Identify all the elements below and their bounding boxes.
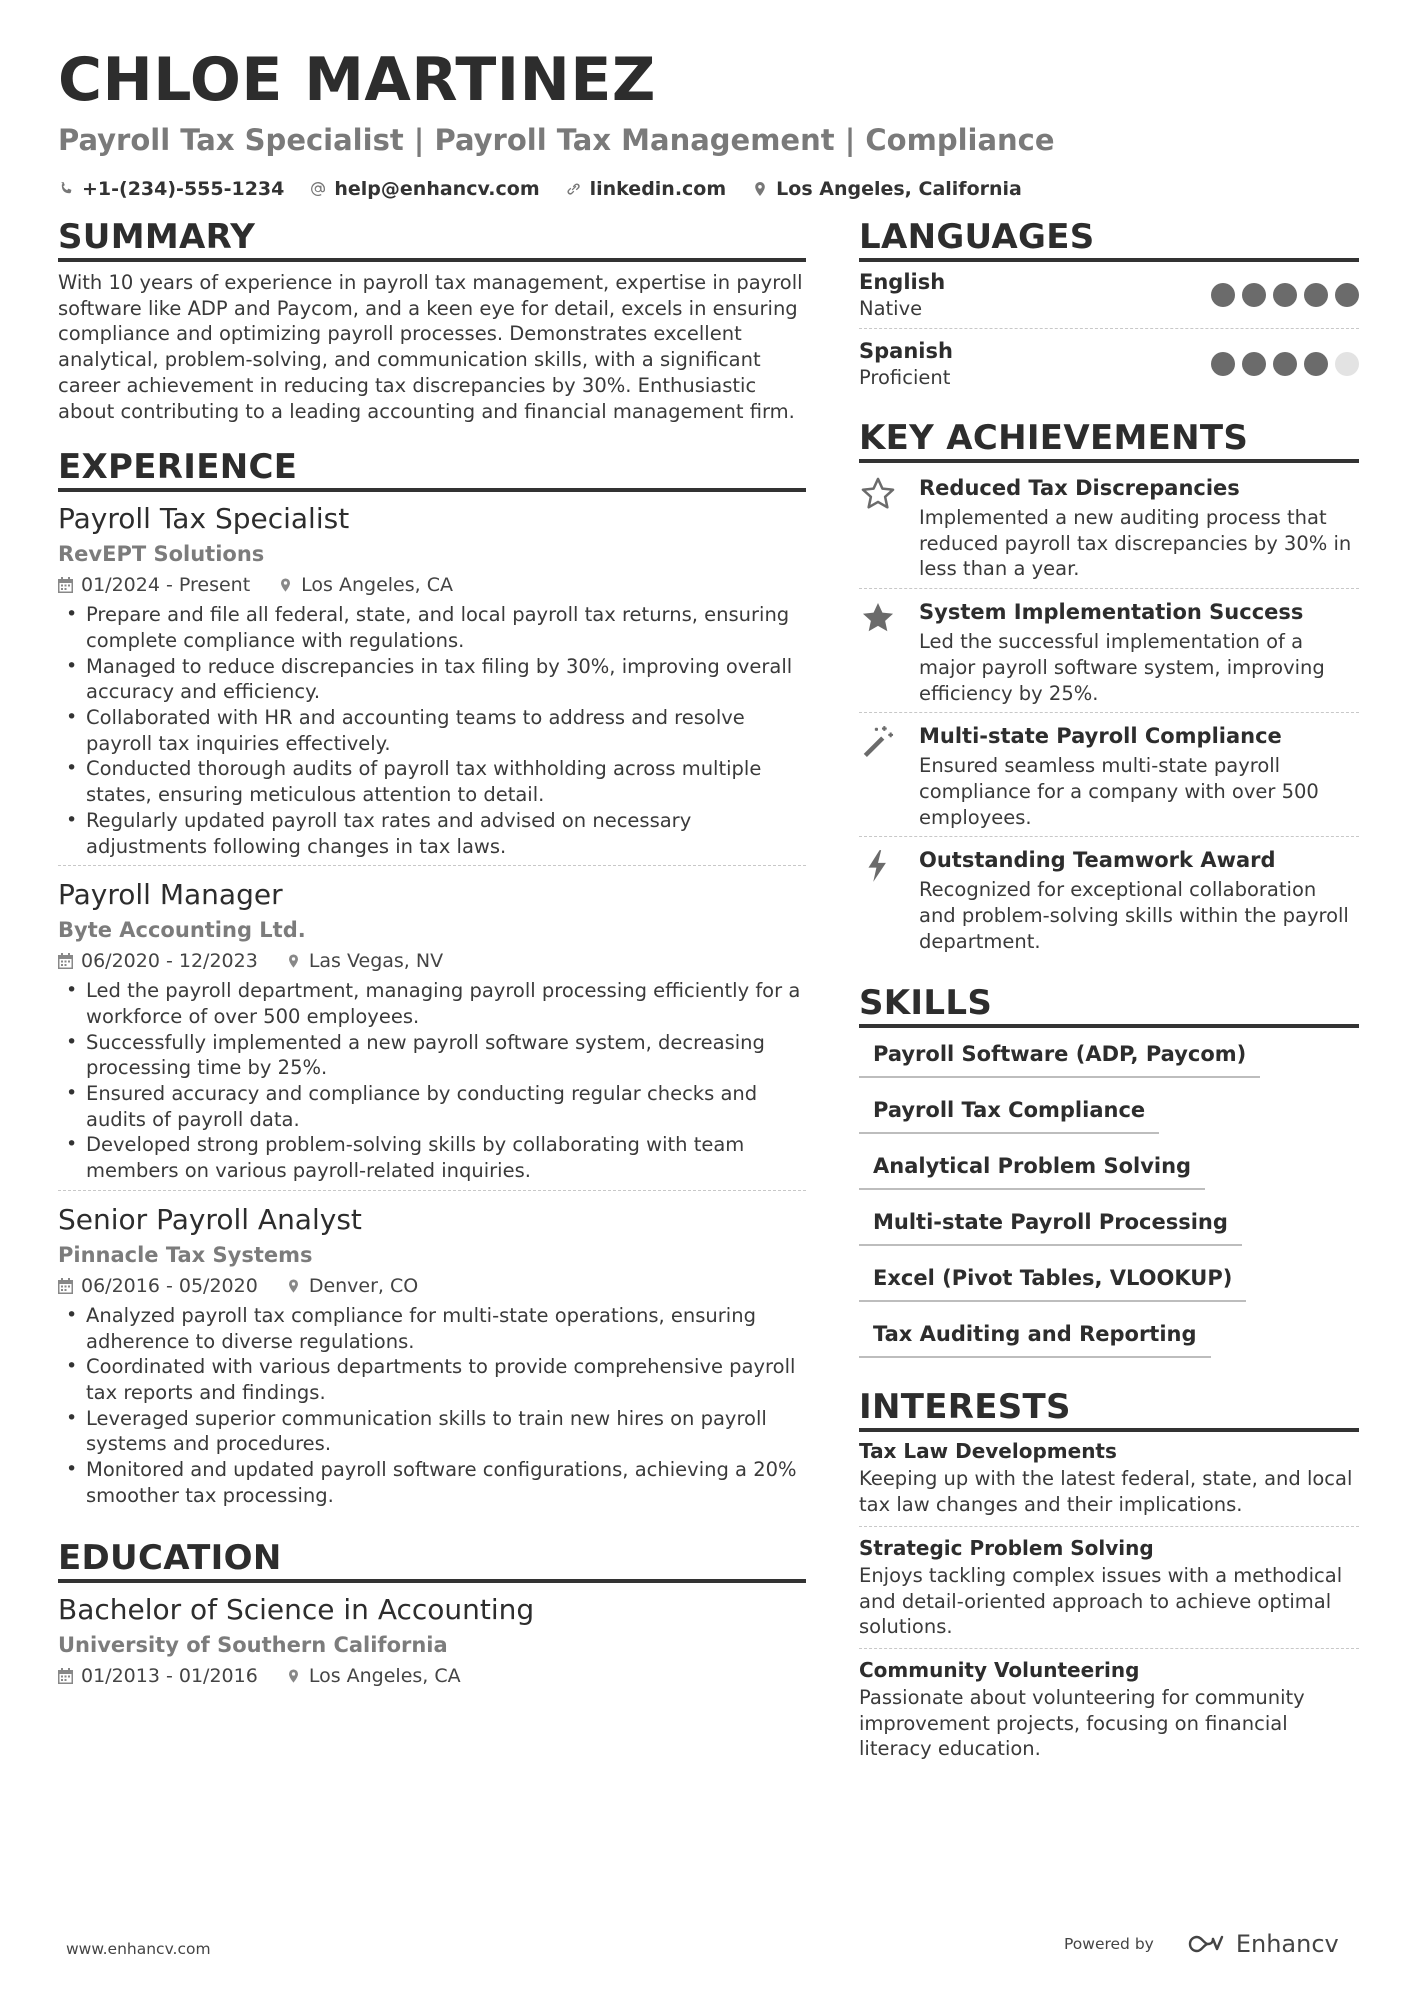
interest-desc: Passionate about volunteering for community improvement projects, focusing on financial literacy education. — [859, 1685, 1305, 1761]
achievement-item — [859, 588, 1359, 712]
achievement-desc: Implemented a new auditing process that reduced payroll tax discrepancies by 30% in less than a year. — [919, 506, 1352, 581]
summary-text: With 10 years of experience in payroll tax management, expertise in payroll software like ADP and Paycom, and a keen eye for detail, excels in ensuring compliance and optimizing payroll processes. Demonstrates excellent analytical, problem-solving, and communication skills, with a significant career achievement in reducing tax discrepancies by 30%. Enthusiastic about contributing to a leading accounting and financial management firm. — [58, 271, 803, 423]
skill-tag: Tax Auditing and Reporting — [859, 1316, 1211, 1358]
education-heading: EDUCATION — [58, 1537, 806, 1583]
lightning-icon — [859, 847, 897, 885]
bullet-item: • Managed to reduce discrepancies in tax filing by 30%, improving overall accuracy and efficiency. — [58, 654, 806, 705]
education-section — [58, 1537, 806, 1691]
calendar-icon — [58, 1278, 73, 1294]
achievement-title: Outstanding Teamwork Award — [919, 848, 1276, 873]
language-rating — [1211, 283, 1359, 307]
job-entry — [58, 502, 806, 865]
rating-dot-filled — [1211, 283, 1235, 307]
experience-heading: EXPERIENCE — [58, 446, 806, 492]
linkedin-text: linkedin.com — [589, 178, 727, 200]
rating-dot-filled — [1242, 352, 1266, 376]
skills-list — [859, 1036, 1359, 1372]
job-meta — [58, 946, 806, 976]
contact-location — [752, 174, 1022, 204]
job-title: Payroll Manager — [58, 878, 283, 912]
achievements-section — [859, 417, 1359, 960]
job-meta — [58, 570, 806, 600]
headline: Payroll Tax Specialist | Payroll Tax Management | Compliance — [58, 123, 1055, 157]
skills-heading: SKILLS — [859, 982, 1359, 1028]
calendar-icon — [58, 1668, 73, 1684]
bullet-item: • Coordinated with various departments to provide comprehensive payroll tax reports and findings. — [58, 1354, 806, 1405]
skill-tag: Excel (Pivot Tables, VLOOKUP) — [859, 1260, 1246, 1302]
bullet-item: • Prepare and file all federal, state, and local payroll tax returns, ensuring complete compliance with regulations. — [58, 602, 806, 653]
job-bullets — [58, 602, 806, 859]
achievement-item — [859, 836, 1359, 960]
education-location: Los Angeles, CA — [308, 1664, 461, 1687]
location-pin-icon — [286, 953, 301, 969]
job-meta — [58, 1271, 806, 1301]
rating-dot-empty — [1335, 352, 1359, 376]
bullet-item: • Monitored and updated payroll software configurations, achieving a 20% smoother tax processing. — [58, 1457, 806, 1508]
achievement-title: Multi-state Payroll Compliance — [919, 724, 1282, 749]
rating-dot-filled — [1304, 283, 1328, 307]
rating-dot-filled — [1304, 352, 1328, 376]
interest-item — [859, 1436, 1359, 1525]
job-dates: 06/2020 - 12/2023 — [81, 950, 258, 973]
language-level: Proficient — [859, 366, 951, 389]
summary-section — [58, 216, 806, 424]
job-dates: 01/2024 - Present — [81, 574, 251, 597]
job-location: Las Vegas, NV — [308, 950, 444, 973]
skill-tag: Analytical Problem Solving — [859, 1148, 1205, 1190]
bullet-item: • Leveraged superior communication skills to train new hires on payroll systems and procedures. — [58, 1406, 806, 1457]
rating-dot-filled — [1211, 352, 1235, 376]
achievement-desc: Recognized for exceptional collaboration and problem-solving skills within the payroll department. — [919, 878, 1349, 953]
bullet-item: • Ensured accuracy and compliance by conducting regular checks and audits of payroll data. — [58, 1081, 806, 1132]
email-text: help@enhancv.com — [334, 178, 540, 200]
skill-tag: Payroll Software (ADP, Paycom) — [859, 1036, 1260, 1078]
achievement-title: Reduced Tax Discrepancies — [919, 476, 1240, 500]
education-meta — [58, 1661, 806, 1691]
job-bullets — [58, 978, 806, 1184]
company-name: RevEPT Solutions — [58, 542, 265, 567]
achievement-desc: Led the successful implementation of a major payroll software system, improving efficiency by 25%. — [919, 630, 1325, 705]
interest-title: Community Volunteering — [859, 1657, 1140, 1682]
languages-section — [859, 216, 1359, 397]
location-pin-icon — [278, 577, 293, 593]
language-row — [859, 328, 1359, 397]
job-title: Senior Payroll Analyst — [58, 1202, 362, 1236]
job-bullets — [58, 1303, 806, 1509]
interest-item — [859, 1526, 1359, 1648]
contact-email[interactable] — [310, 174, 539, 204]
bullet-item: • Collaborated with HR and accounting teams to address and resolve payroll tax inquiries effectively. — [58, 705, 806, 756]
contact-linkedin[interactable] — [566, 174, 727, 204]
job-dates: 06/2016 - 05/2020 — [81, 1274, 258, 1297]
job-location: Denver, CO — [308, 1274, 419, 1297]
achievement-title: System Implementation Success — [919, 600, 1304, 625]
brand-name: Enhancv — [1235, 1930, 1339, 1958]
rating-dot-filled — [1273, 283, 1297, 307]
interest-desc: Enjoys tackling complex issues with a methodical and detail-oriented approach to achieve optimal solutions. — [859, 1563, 1343, 1639]
achievement-item — [859, 712, 1359, 836]
achievement-desc: Ensured seamless multi-state payroll compliance for a company with over 500 employees. — [919, 754, 1319, 829]
language-name: Spanish — [859, 339, 953, 363]
calendar-icon — [58, 577, 73, 593]
location-pin-icon — [286, 1278, 301, 1294]
education-dates: 01/2013 - 01/2016 — [81, 1664, 258, 1687]
job-title: Payroll Tax Specialist — [58, 502, 350, 536]
achievements-heading: KEY ACHIEVEMENTS — [859, 417, 1359, 463]
bullet-item: • Analyzed payroll tax compliance for multi-state operations, ensuring adherence to diverse regulations. — [58, 1303, 806, 1354]
footer-branding — [1064, 1930, 1339, 1958]
language-row — [859, 268, 1359, 328]
company-name: Pinnacle Tax Systems — [58, 1242, 313, 1267]
interest-title: Strategic Problem Solving — [859, 1535, 1154, 1560]
contact-bar — [58, 174, 1358, 204]
language-name: English — [859, 270, 946, 294]
job-entry — [58, 865, 806, 1190]
job-location: Los Angeles, CA — [301, 574, 453, 597]
phone-icon — [58, 181, 74, 197]
languages-heading: LANGUAGES — [859, 216, 1359, 262]
experience-section — [58, 446, 806, 1514]
resume-header — [58, 40, 1358, 204]
bullet-item: • Developed strong problem-solving skills by collaborating with team members on various payroll-related inquiries. — [58, 1132, 806, 1183]
job-entry — [58, 1190, 806, 1515]
interests-heading: INTERESTS — [859, 1386, 1359, 1432]
contact-phone[interactable] — [58, 174, 284, 204]
calendar-icon — [58, 953, 73, 969]
link-icon — [566, 181, 582, 197]
skills-section — [859, 982, 1359, 1372]
language-level: Native — [859, 297, 923, 320]
summary-heading: SUMMARY — [58, 216, 806, 262]
degree-title: Bachelor of Science in Accounting — [58, 1592, 535, 1626]
location-pin-icon — [286, 1668, 301, 1684]
interest-desc: Keeping up with the latest federal, state, and local tax law changes and their implications. — [859, 1467, 1353, 1517]
company-name: Byte Accounting Ltd. — [58, 918, 306, 943]
school-name: University of Southern California — [58, 1632, 448, 1657]
star-filled-icon — [859, 599, 897, 637]
candidate-name: CHLOE MARTINEZ — [58, 45, 656, 115]
powered-by-label: Powered by — [1064, 1935, 1154, 1953]
brand-logo[interactable] — [1180, 1930, 1339, 1958]
skill-tag: Multi-state Payroll Processing — [859, 1204, 1242, 1246]
rating-dot-filled — [1273, 352, 1297, 376]
language-rating — [1211, 352, 1359, 376]
bullet-item: • Regularly updated payroll tax rates and advised on necessary adjustments following changes in tax laws. — [58, 808, 806, 859]
magic-wand-icon — [859, 723, 897, 761]
skill-tag: Payroll Tax Compliance — [859, 1092, 1159, 1134]
enhancv-logo-icon — [1180, 1932, 1228, 1956]
interest-item — [859, 1648, 1359, 1770]
bullet-item: • Conducted thorough audits of payroll tax withholding across multiple states, ensuring meticulous attention to detail. — [58, 756, 806, 807]
footer-website[interactable]: www.enhancv.com — [66, 1940, 211, 1958]
at-icon — [310, 181, 326, 197]
bullet-item: • Led the payroll department, managing payroll processing efficiently for a workforce of over 500 employees. — [58, 978, 806, 1029]
interests-section — [859, 1386, 1359, 1770]
rating-dot-filled — [1242, 283, 1266, 307]
achievement-item — [859, 465, 1359, 588]
star-outline-icon — [859, 475, 897, 513]
phone-text: +1-(234)-555-1234 — [82, 178, 285, 200]
interest-title: Tax Law Developments — [859, 1439, 1117, 1464]
location-pin-icon — [752, 181, 768, 197]
right-column — [859, 216, 1359, 1770]
bullet-item: • Successfully implemented a new payroll software system, decreasing processing time by 25%. — [58, 1030, 806, 1081]
rating-dot-filled — [1335, 283, 1359, 307]
location-text: Los Angeles, California — [776, 178, 1022, 200]
left-column — [58, 216, 806, 1691]
